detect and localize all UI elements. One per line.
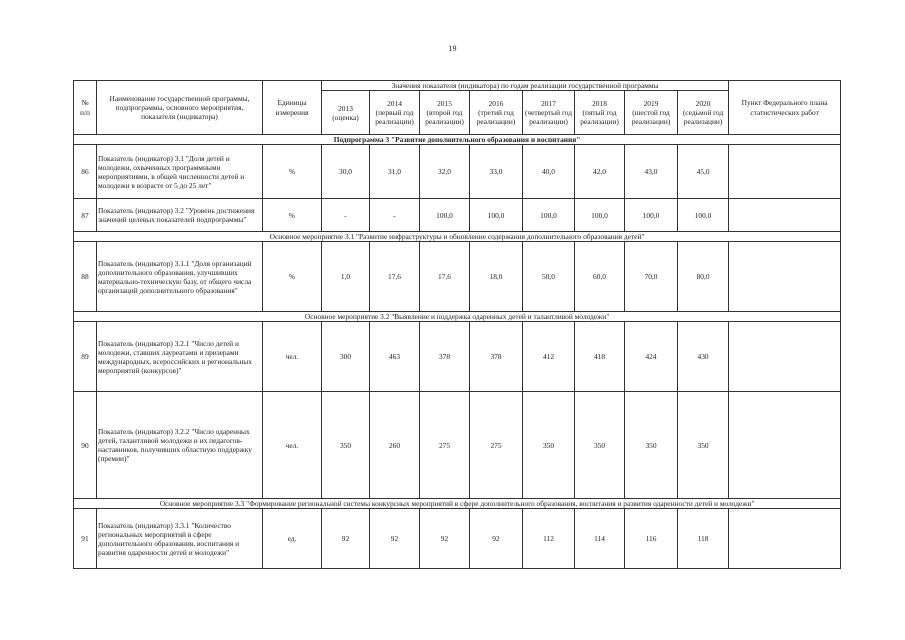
row-name: Показатель (индикатор) 3.2.2 "Число одаренных детей, талантливой молодежи и их педагогов-наставников, получивших областную поддержку (премии)": [97, 392, 263, 499]
row-value: 100,0: [420, 199, 470, 232]
row-plan: [729, 145, 841, 199]
row-value: 42,0: [575, 145, 625, 199]
table-row: [74, 145, 841, 199]
table-row: [74, 322, 841, 392]
row-value: 100,0: [523, 199, 575, 232]
row-value: 100,0: [470, 199, 523, 232]
indicators-table: [73, 80, 841, 569]
header-year: 2018 (пятый год реализации): [575, 91, 625, 135]
section-row: [74, 312, 841, 322]
row-value: 17,6: [420, 242, 470, 312]
row-value: 100,0: [575, 199, 625, 232]
row-unit: %: [263, 145, 322, 199]
row-value: 50,0: [523, 242, 575, 312]
section-title: Основное мероприятие 3.1 "Развитие инфраструктуры и обновление содержания дополнительного образования детей": [74, 232, 841, 242]
header-num: № п/п: [74, 81, 97, 135]
row-value: 18,0: [470, 242, 523, 312]
section-row: [74, 232, 841, 242]
row-value: 350: [625, 392, 678, 499]
row-value: 100,0: [625, 199, 678, 232]
table-row: [74, 199, 841, 232]
section-row: [74, 135, 841, 145]
row-value: 118: [678, 509, 729, 569]
section-row: [74, 499, 841, 509]
row-num: 90: [74, 392, 97, 499]
row-value: 92: [370, 509, 420, 569]
row-value: 350: [523, 392, 575, 499]
row-value: 350: [575, 392, 625, 499]
row-value: 31,0: [370, 145, 420, 199]
row-value: 378: [420, 322, 470, 392]
table-header: [74, 81, 841, 135]
header-unit: Единицы измерения: [263, 81, 322, 135]
row-value: 430: [678, 322, 729, 392]
table-row: [74, 392, 841, 499]
header-year: 2019 (шестой год реализации): [625, 91, 678, 135]
row-value: 40,0: [523, 145, 575, 199]
row-value: 70,0: [625, 242, 678, 312]
row-unit: чел.: [263, 322, 322, 392]
table-body: [74, 135, 841, 569]
row-value: 17,6: [370, 242, 420, 312]
header-year: 2017 (четвертый год реализации): [523, 91, 575, 135]
row-value: 412: [523, 322, 575, 392]
row-value: 418: [575, 322, 625, 392]
row-num: 87: [74, 199, 97, 232]
row-value: 45,0: [678, 145, 729, 199]
row-value: 463: [370, 322, 420, 392]
row-num: 89: [74, 322, 97, 392]
row-value: 92: [322, 509, 370, 569]
row-value: 275: [420, 392, 470, 499]
section-title: Основное мероприятие 3.2 "Выявление и поддержка одаренных детей и талантливой молодежи": [74, 312, 841, 322]
row-value: 260: [370, 392, 420, 499]
header-name: Наименование государственной программы, подпрограммы, основного мероприятия, показателя (индикатора): [97, 81, 263, 135]
row-value: 424: [625, 322, 678, 392]
header-year: 2020 (седьмой год реализации): [678, 91, 729, 135]
header-year: 2015 (второй год реализации): [420, 91, 470, 135]
row-plan: [729, 199, 841, 232]
row-unit: ед.: [263, 509, 322, 569]
header-values-group: Значения показателя (индикатора) по годам реализации государственной программы: [322, 81, 729, 91]
row-plan: [729, 392, 841, 499]
row-value: 43,0: [625, 145, 678, 199]
row-value: 350: [322, 392, 370, 499]
row-value: 116: [625, 509, 678, 569]
row-value: 60,0: [575, 242, 625, 312]
row-unit: %: [263, 199, 322, 232]
row-name: Показатель (индикатор) 3.1.1 "Доля организаций дополнительного образования, улучшивших материально-техническую базу, от общего числа организаций дополнительного образования": [97, 242, 263, 312]
row-value: 80,0: [678, 242, 729, 312]
row-value: 112: [523, 509, 575, 569]
row-value: 100,0: [678, 199, 729, 232]
header-year: 2013 (оценка): [322, 91, 370, 135]
row-name: Показатель (индикатор) 3.2 "Уровень достижения значений целевых показателей подпрограммы": [97, 199, 263, 232]
header-plan: Пункт Федерального плана статистических работ: [729, 81, 841, 135]
page-number: 19: [448, 44, 457, 53]
row-value: -: [322, 199, 370, 232]
row-value: 1,0: [322, 242, 370, 312]
section-title: Основное мероприятие 3.3 "Формирование региональной системы конкурсных мероприятий в сфере дополнительного образования, воспитания и развития одаренности детей и молодежи": [74, 499, 841, 509]
table-row: [74, 242, 841, 312]
row-plan: [729, 242, 841, 312]
section-title: Подпрограмма 3 "Развитие дополнительного образования и воспитания": [74, 135, 841, 145]
row-plan: [729, 509, 841, 569]
row-value: 30,0: [322, 145, 370, 199]
row-plan: [729, 322, 841, 392]
row-value: 33,0: [470, 145, 523, 199]
row-value: 378: [470, 322, 523, 392]
row-name: Показатель (индикатор) 3.3.1 "Количество региональных мероприятий в сфере дополнительного образования, воспитания и развития одаренности детей и молодежи": [97, 509, 263, 569]
table-row: [74, 509, 841, 569]
row-value: 275: [470, 392, 523, 499]
row-value: 350: [678, 392, 729, 499]
row-unit: %: [263, 242, 322, 312]
row-name: Показатель (индикатор) 3.1 "Доля детей и молодежи, охваченных программными мероприятиями, в общей численности детей и молодежи в возрасте от 5 до 25 лет": [97, 145, 263, 199]
header-year: 2016 (третий год реализации): [470, 91, 523, 135]
row-value: -: [370, 199, 420, 232]
row-name: Показатель (индикатор) 3.2.1 "Число детей и молодежи, ставших лауреатами и призерами международных, всероссийских и региональных мероприятий (конкурсов)": [97, 322, 263, 392]
row-num: 91: [74, 509, 97, 569]
row-unit: чел.: [263, 392, 322, 499]
header-year: 2014 (первый год реализации): [370, 91, 420, 135]
row-value: 92: [470, 509, 523, 569]
row-value: 114: [575, 509, 625, 569]
row-value: 300: [322, 322, 370, 392]
row-value: 92: [420, 509, 470, 569]
row-num: 86: [74, 145, 97, 199]
row-value: 32,0: [420, 145, 470, 199]
row-num: 88: [74, 242, 97, 312]
